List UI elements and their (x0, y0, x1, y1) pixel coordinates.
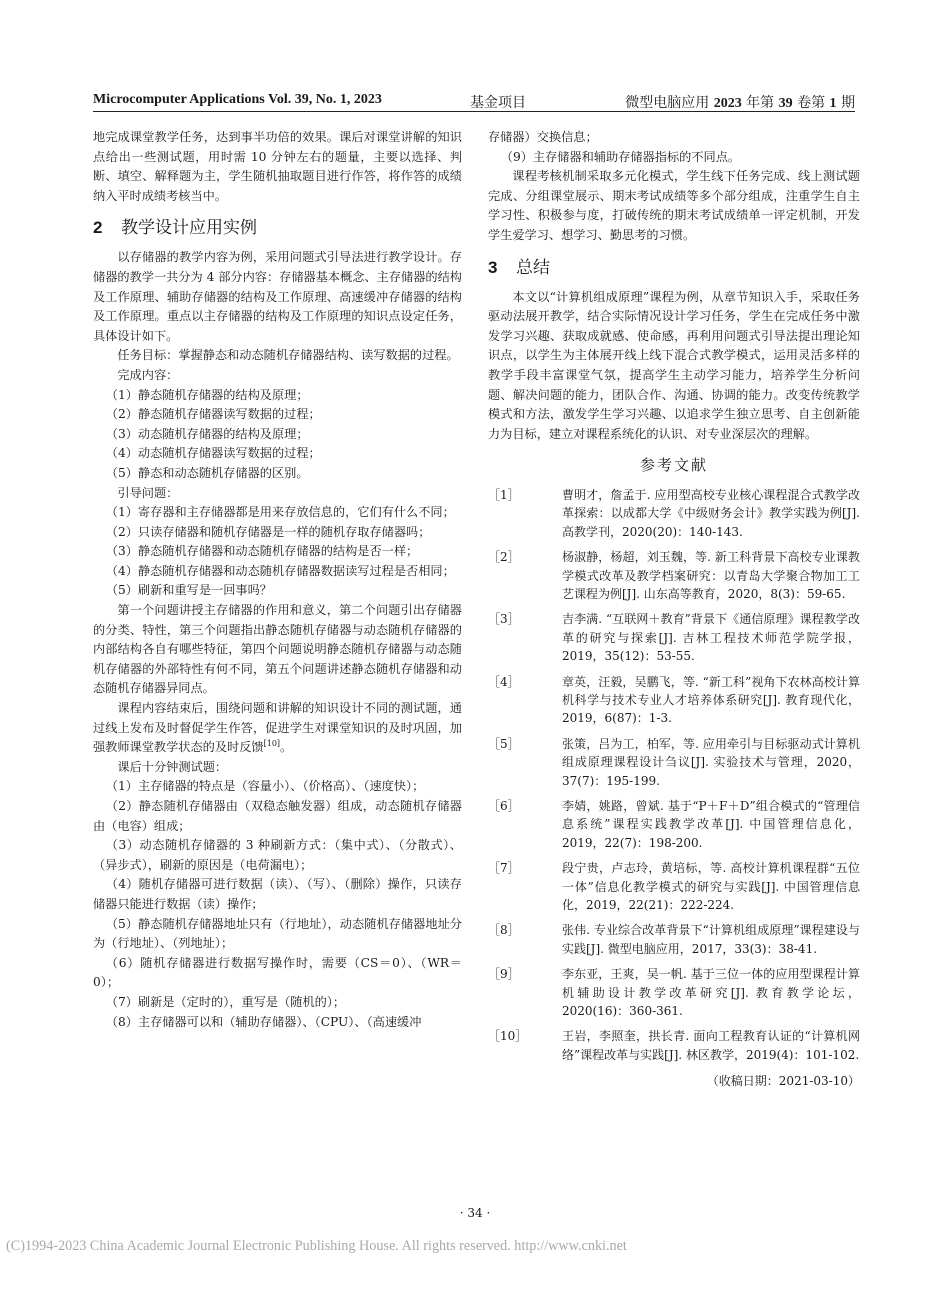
reference-item: ［7］ 段宁贵，卢志玲，黄培标，等. 高校计算机课程群“五位一体”信息化教学模式的研究与实践[J]. 中国管理信息化，2019，22(21)：222-224. (488, 861, 860, 913)
reference-item: ［1］ 曹明才，詹孟于. 应用型高校专业核心课程混合式教学改革探索：以成都大学《中级财务会计》教学实践为例[J]. 高教学刊，2020(20)：140-143. (488, 487, 860, 539)
list-item: （2）只读存储器和随机存储器是一样的随机存取存储器吗； (105, 524, 431, 539)
reference-item: ［3］ 吉李满. “互联网＋教育”背景下《通信原理》课程教学改革的研究与探索[J]. 吉林工程技术师范学院学报，2019，35(12)：53-55. (488, 612, 860, 664)
reference-item: ［9］ 李东亚，王爽，吴一帆. 基于三位一体的应用型课程计算机辅助设计教学改革研究[J]. 教育教学论坛，2020(16)：360-361. (488, 967, 860, 1019)
continued-item: 存储器）交换信息； (488, 130, 598, 144)
reference-item: ［4］ 章英，汪毅，吴鹏飞，等. “新工科”视角下农林高校计算机科学与技术专业人才培养体系研究[J]. 教育现代化，2019，6(87)：1-3. (488, 674, 860, 726)
left-column (93, 128, 462, 1032)
list-item: （2）静态随机存储器由（双稳态触发器）组成，动态随机存储器由（电容）组成； (93, 799, 462, 833)
list-item: （4）随机存储器可进行数据（读）、（写）、（删除）操作，只读存储器只能进行数据（读）操作； (93, 877, 462, 911)
body-paragraph: 课程考核机制采取多元化模式，学生线下任务完成、线上测试题完成、分组课堂展示、期末考试成绩等多个部分组成，注重学生自主学习性、积极参与度，打破传统的期末考试成绩单一评定机制，开发学生爱学习、想学习、勤思考的习惯。 (488, 169, 860, 242)
header-journal-cn: 微型电脑应用 2023 年第 39 卷第 1 期 (625, 95, 855, 111)
list-item: （2）静态随机存储器读写数据的过程； (105, 407, 321, 422)
header-category: 基金项目 (470, 95, 526, 111)
guide-label: 引导问题： (117, 485, 179, 500)
reference-item: ［6］ 李婧，姚路，曾斌. 基于“P＋F＋D”组合模式的“管理信息系统”课程实践教学改革[J]. 中国管理信息化，2019，22(7)：198-200. (488, 799, 860, 850)
task-goal: 任务目标：掌握静态和动态随机存储器结构、读写数据的过程。 (117, 348, 459, 363)
right-column (488, 128, 860, 1092)
list-item: （3）动态随机存储器的结构及原理； (105, 426, 309, 441)
reference-item: ［10］ 王岩，李照奎，拱长青. 面向工程教育认证的“计算机网络”课程改革与实践[J]. 林区教学，2019(4)：101-102. (488, 1029, 860, 1062)
continued-paragraph: 地完成课堂教学任务，达到事半功倍的效果。课后对课堂讲解的知识点给出一些测试题，用时需 10 分钟左右的题量，主要以选择、判断、填空、解释题为主，学生随机抽取题目进行作答，将作答的成绩纳入平时成绩考核当中。 (93, 130, 462, 203)
quiz-label: 课后十分钟测试题： (117, 759, 228, 774)
list-item: （8）主存储器可以和（辅助存储器）、（CPU）、（高速缓冲 (105, 1014, 422, 1029)
list-item: （5）静态随机存储器地址只有（行地址），动态随机存储器地址分为（行地址）、（列地址）； (93, 916, 462, 951)
citation: [10] (263, 739, 281, 749)
section-2-heading: 2 教学设计应用实例 (93, 218, 257, 239)
list-item: （4）静态随机存储器和动态随机存储器数据读写过程是否相同； (105, 563, 455, 578)
received-date: （收稿日期：2021-03-10） (706, 1074, 860, 1089)
done-label: 完成内容： (117, 367, 179, 382)
list-item: （9）主存储器和辅助存储器指标的不同点。 (500, 149, 741, 164)
reference-item: ［8］ 张伟. 专业综合改革背景下“计算机组成原理”课程建设与实践[J]. 微型电脑应用，2017，33(3)：38-41. (488, 923, 860, 956)
list-item: （1）静态随机存储器的结构及原理； (105, 387, 309, 402)
list-item: （6）随机存储器进行数据写操作时，需要（CS＝0）、（WR＝0）； (93, 955, 462, 990)
list-item: （5）刷新和重写是一回事吗？ (105, 583, 272, 598)
references-heading: 参考文献 (639, 456, 708, 475)
reference-item: ［2］ 杨淑静，杨超，刘玉魏，等. 新工科背景下高校专业课教学模式改革及教学档案研究：以青岛大学聚合物加工工艺课程为例[J]. 山东高等教育，2020，8(3)：59-65. (488, 550, 860, 601)
section-3-heading: 3 总结 (488, 257, 550, 278)
list-item: （7）刷新是（定时的），重写是（随机的）； (105, 994, 346, 1009)
list-item: （4）动态随机存储器读写数据的过程； (105, 446, 321, 461)
header-rule (93, 111, 855, 112)
body-paragraph: 课程内容结束后，围绕问题和讲解的知识设计不同的测试题，通过线上发布及时督促学生作答，促进学生对课堂知识的及时巩固，加强教师课堂教学状态的及时反馈[10]。 (93, 701, 462, 755)
body-paragraph: 本文以“计算机组成原理”课程为例，从章节知识入手，采取任务驱动法展开教学，结合实际情况设计学习任务，学生在完成任务中激发学习兴趣、获取成就感、使命感，再利用问题式引导法提出理论知识点，以学生为主体展开线上线下混合式教学模式，运用灵活多样的教学手段丰富课堂气氛，提高学生主动学习能力，培养学生分析问题、解决问题的能力，团队合作、沟通、协调的能力。改变传统教学模式和方法，激发学生学习兴趣、以追求学生独立思考、自主创新能力为目标，建立对课程系统化的认识、对专业深层次的理解。 (488, 289, 860, 441)
header-journal-en: Microcomputer Applications Vol. 39, No. 1, 2023 (93, 92, 382, 107)
list-item: （3）静态随机存储器和动态随机存储器的结构是否一样； (105, 544, 419, 559)
list-item: （5）静态和动态随机存储器的区别。 (105, 465, 309, 480)
list-item: （1）主存储器的特点是（容量小）、（价格高）、（速度快）； (105, 779, 425, 794)
body-paragraph: 第一个问题讲授主存储器的作用和意义，第二个问题引出存储器的分类、特性，第三个问题指出静态随机存储器与动态随机存储器的内部结构各自有哪些特征，第四个问题说明静态随机存储器与动态随机存储器的外部特性有何不同，第五个问题讲述静态随机存储器和动态随机存储器异同点。 (93, 603, 462, 696)
page-number: · 34 · (459, 1206, 491, 1220)
reference-item: ［5］ 张策，吕为工，柏军，等. 应用牵引与目标驱动式计算机组成原理课程设计刍议[J]. 实验技术与管理，2020，37(7)：195-199. (488, 736, 860, 788)
body-paragraph: 以存储器的教学内容为例，采用问题式引导法进行教学设计。存储器的教学一共分为 4 部分内容：存储器基本概念、主存储器的结构及工作原理、辅助存储器的结构及工作原理、高速缓冲存储器的结构及工作原理。重点以主存储器的结构及工作原理的知识点设定任务，具体设计如下。 (93, 250, 462, 343)
list-item: （1）寄存器和主存储器都是用来存放信息的，它们有什么不同； (105, 505, 455, 520)
list-item: （3）动态随机存储器的 3 种刷新方式：（集中式）、（分散式）、（异步式），刷新的原因是（电荷漏电）； (93, 838, 462, 872)
copyright-footer: (C)1994-2023 China Academic Journal Electronic Publishing House. All rights reserved. http://www.cnki.net (6, 1238, 627, 1254)
